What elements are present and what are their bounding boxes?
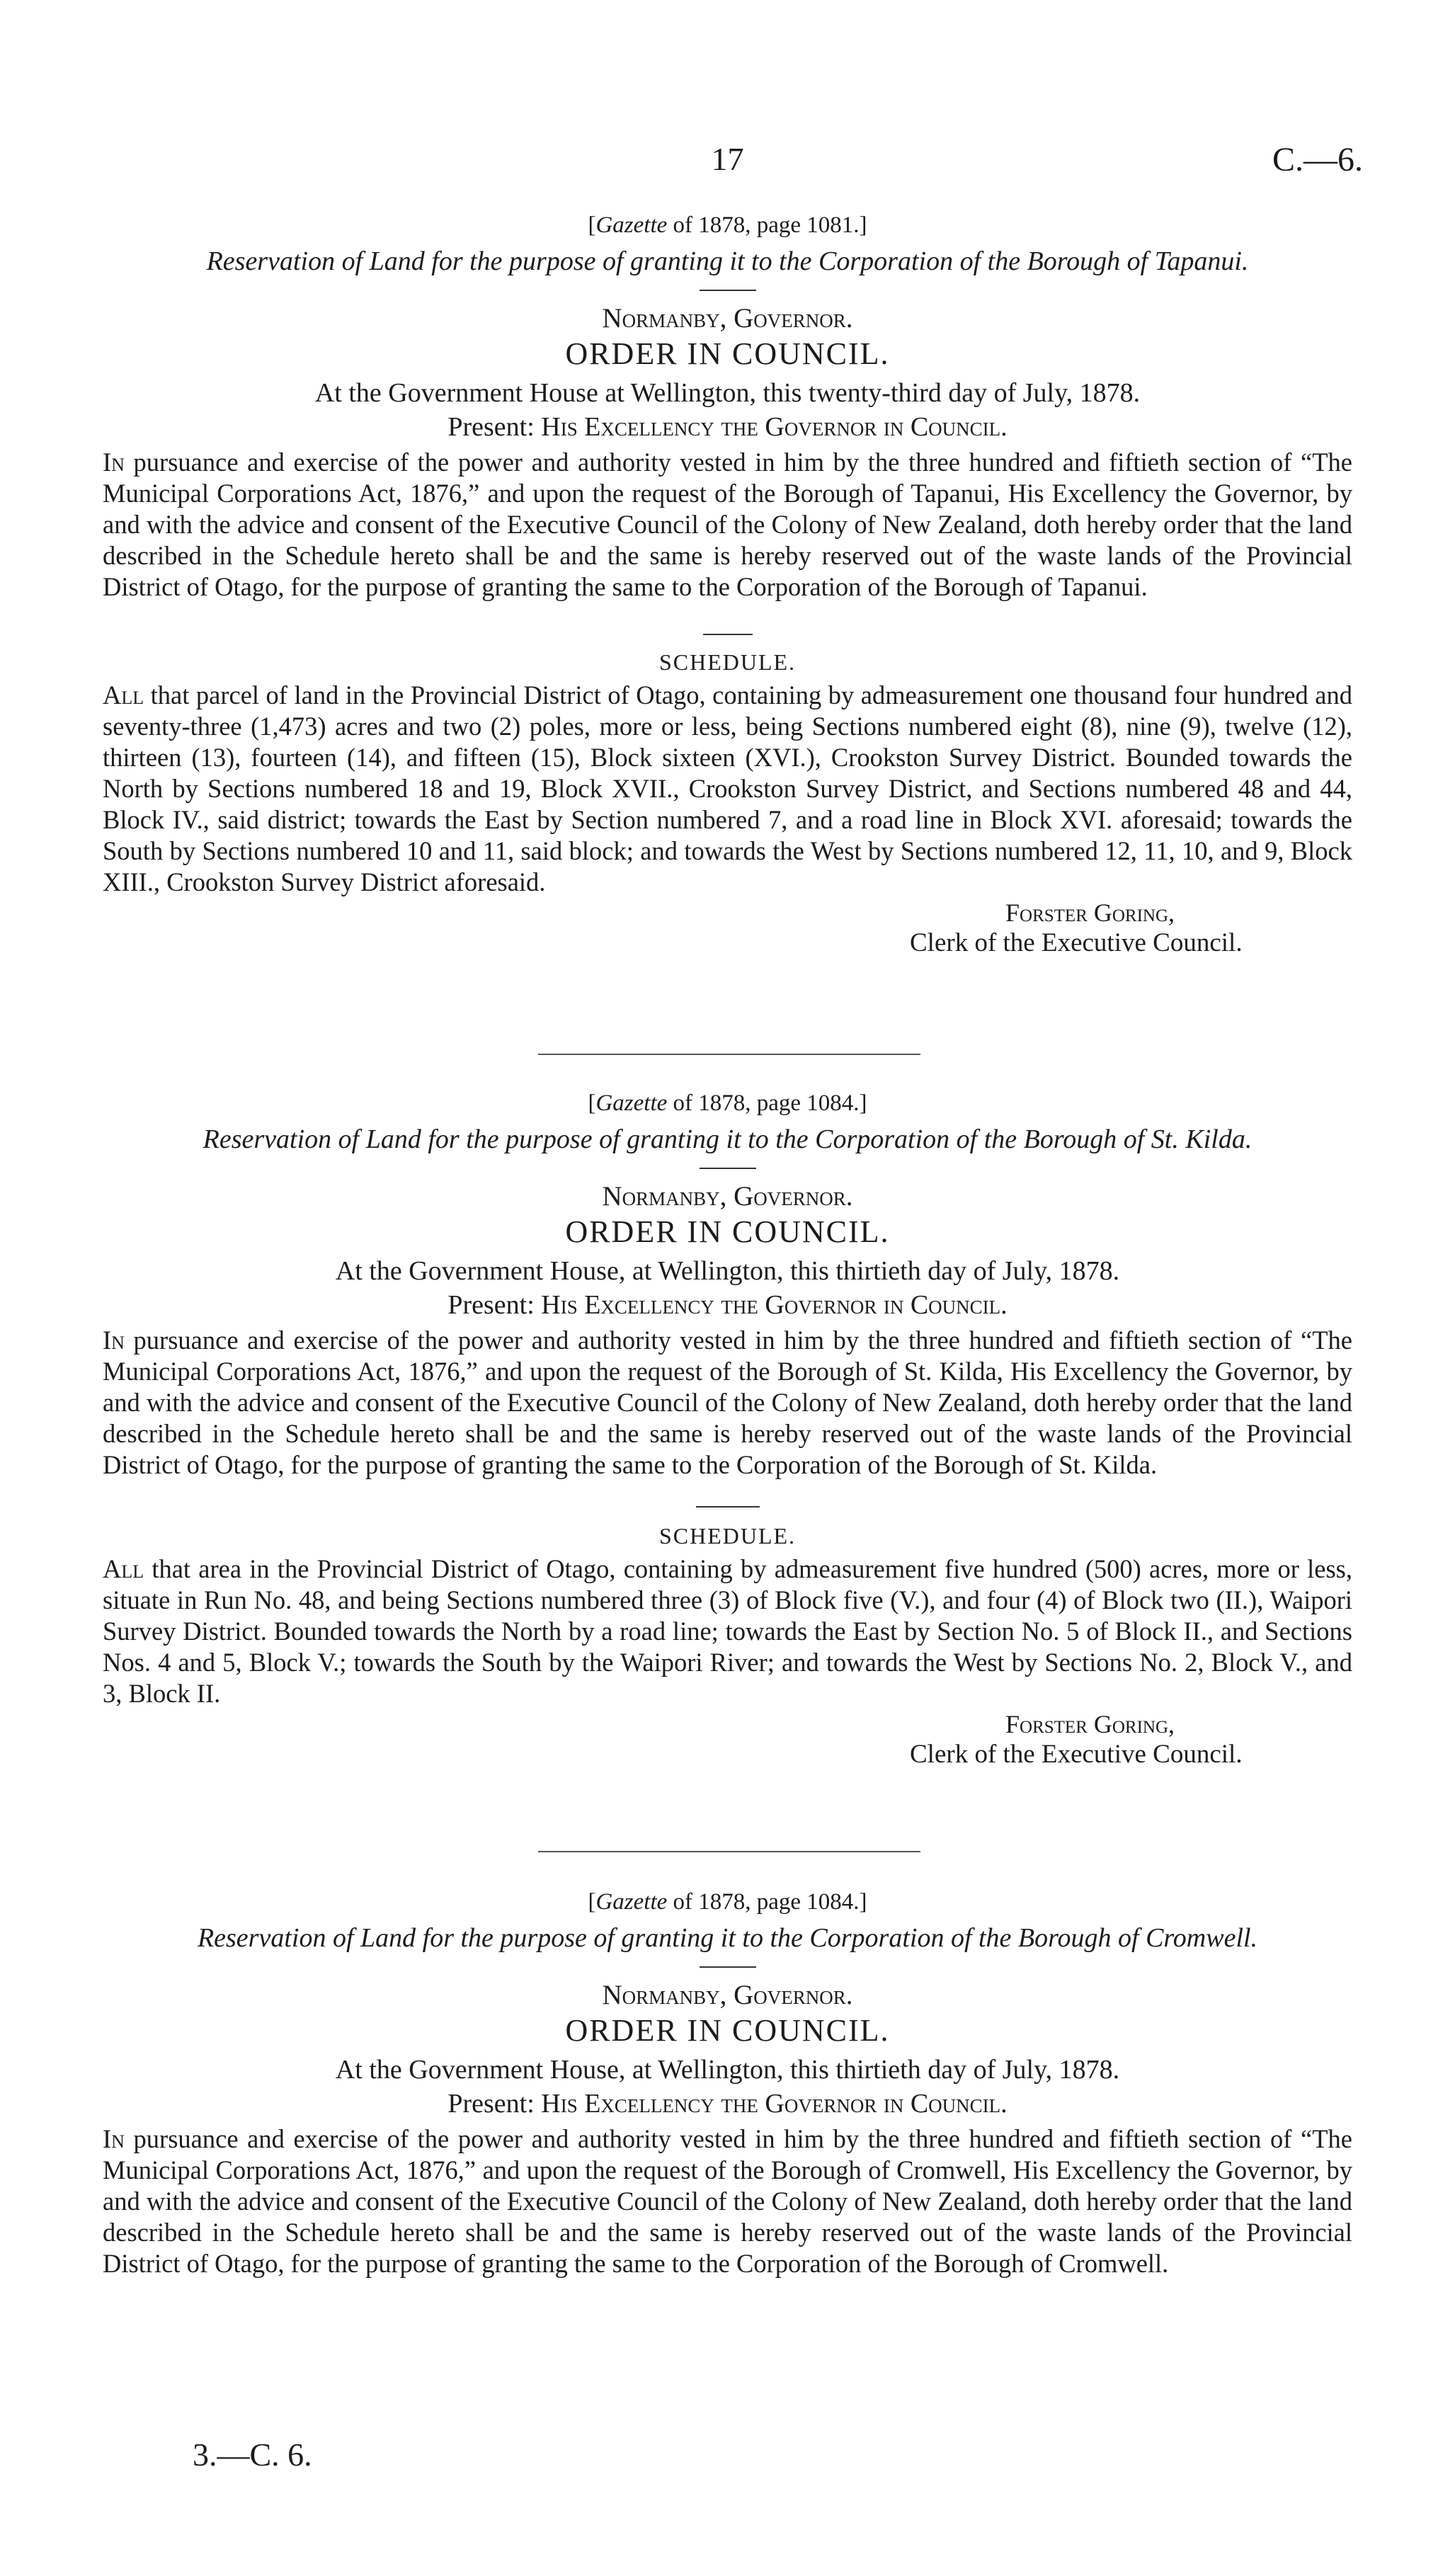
signatory-title: Clerk of the Executive Council. xyxy=(910,1740,1243,1769)
present-line: Present: His Excellency the Governor in Council. xyxy=(447,412,1008,442)
order-heading: ORDER IN COUNCIL. xyxy=(565,1214,890,1249)
order-paragraph: In pursuance and exercise of the power and authority vested in him by the three hundred and fiftieth section of “The Municipal Corporations Act, 1876,” and upon the request of the Borough of Tapanui, His Excellency the Governor, by and with the advice and consent of the Executive Council of the Colony of New Zealand, doth hereby order that the land described in the Schedule hereto shall be and the same is hereby reserved out of the waste lands of the Provincial District of Otago, for the purpose of granting the same to the Corporation of the Borough of Tapanui. xyxy=(103,448,1352,601)
reservation-title: Reservation of Land for the purpose of granting it to the Corporation of the Borough of Cromwell. xyxy=(197,1923,1258,1953)
short-divider xyxy=(703,634,753,635)
order-paragraph: In pursuance and exercise of the power and authority vested in him by the three hundred and fiftieth section of “The Municipal Corporations Act, 1876,” and upon the request of the Borough of Cromwell, His Excellency the Governor, by and with the advice and consent of the Executive Council of the Colony of New Zealand, doth hereby order that the land described in the Schedule hereto shall be and the same is hereby reserved out of the waste lands of the Provincial District of Otago, for the purpose of granting the same to the Corporation of the Borough of Cromwell. xyxy=(103,2124,1352,2278)
governor-line: Normanby, Governor. xyxy=(602,303,853,334)
location-date-line: At the Government House, at Wellington, this thirtieth day of July, 1878. xyxy=(335,1256,1120,1286)
governor-line: Normanby, Governor. xyxy=(602,1980,853,2010)
signatory-name: Forster Goring, xyxy=(1005,899,1175,927)
signature-mark: 3.—C. 6. xyxy=(193,2437,312,2473)
location-date-line: At the Government House, at Wellington, this thirtieth day of July, 1878. xyxy=(335,2055,1120,2085)
signatory-name: Forster Goring, xyxy=(1005,1710,1175,1738)
schedule-heading: SCHEDULE. xyxy=(658,1523,797,1549)
order-paragraph: In pursuance and exercise of the power and authority vested in him by the three hundred and fiftieth section of “The Municipal Corporations Act, 1876,” and upon the request of the Borough of St. Kilda, His Excellency the Governor, by and with the advice and consent of the Executive Council of the Colony of New Zealand, doth hereby order that the land described in the Schedule hereto shall be and the same is hereby reserved out of the waste lands of the Provincial District of Otago, for the purpose of granting the same to the Corporation of the Borough of St. Kilda. xyxy=(103,1326,1352,1479)
short-divider xyxy=(700,290,756,291)
gazette-reference: [Gazette of 1878, page 1081.] xyxy=(588,212,867,238)
short-divider xyxy=(700,1966,756,1968)
reservation-title: Reservation of Land for the purpose of granting it to the Corporation of the Borough of St. Kilda. xyxy=(202,1124,1253,1154)
signatory-title: Clerk of the Executive Council. xyxy=(910,928,1243,957)
short-divider xyxy=(696,1506,760,1508)
location-date-line: At the Government House at Wellington, this twenty-third day of July, 1878. xyxy=(314,378,1141,408)
present-line: Present: His Excellency the Governor in Council. xyxy=(447,2089,1008,2119)
order-heading: ORDER IN COUNCIL. xyxy=(565,336,890,371)
short-divider xyxy=(700,1168,756,1169)
order-heading: ORDER IN COUNCIL. xyxy=(565,2013,890,2048)
document-code: C.—6. xyxy=(1272,141,1363,178)
section-st-kilda xyxy=(103,1090,1352,1769)
page-number: 17 xyxy=(711,141,744,177)
gazette-reference: [Gazette of 1878, page 1084.] xyxy=(588,1889,867,1915)
schedule-heading: SCHEDULE. xyxy=(658,649,797,675)
present-line: Present: His Excellency the Governor in Council. xyxy=(447,1290,1008,1320)
section-cromwell xyxy=(103,1889,1352,2279)
schedule-paragraph: All that area in the Provincial District of Otago, containing by admeasurement five hundred (500) acres, more or less, situate in Run No. 48, and being Sections numbered three (3) of Block five (V.), and four (4) of Block two (II.), Waipori Survey District. Bounded towards the North by a road line; towards the East by Section No. 5 of Block II., and Sections Nos. 4 and 5, Block V.; towards the South by the Waipori River; and towards the West by Sections No. 2, Block V., and 3, Block II. xyxy=(103,1554,1352,1708)
section-rule xyxy=(538,1054,920,1055)
schedule-paragraph: All that parcel of land in the Provincial District of Otago, containing by admeasurement one thousand four hundred and seventy-three (1,473) acres and two (2) poles, more or less, being Sections numbered eight (8), nine (9), twelve (12), thirteen (13), fourteen (14), and fifteen (15), Block sixteen (XVI.), Crookston Survey District. Bounded towards the North by Sections numbered 18 and 19, Block XVII., Crookston Survey District, and Sections numbered 48 and 44, Block IV., said district; towards the East by Section numbered 7, and a road line in Block XVI. aforesaid; towards the South by Sections numbered 10 and 11, said block; and towards the West by Sections numbered 12, 11, 10, and 9, Block XIII., Crookston Survey District aforesaid. xyxy=(103,680,1352,896)
section-tapanui xyxy=(103,212,1352,958)
reservation-title: Reservation of Land for the purpose of granting it to the Corporation of the Borough of Tapanui. xyxy=(206,246,1249,276)
gazette-reference: [Gazette of 1878, page 1084.] xyxy=(588,1090,867,1116)
section-rule xyxy=(538,1851,920,1852)
governor-line: Normanby, Governor. xyxy=(602,1181,853,1212)
